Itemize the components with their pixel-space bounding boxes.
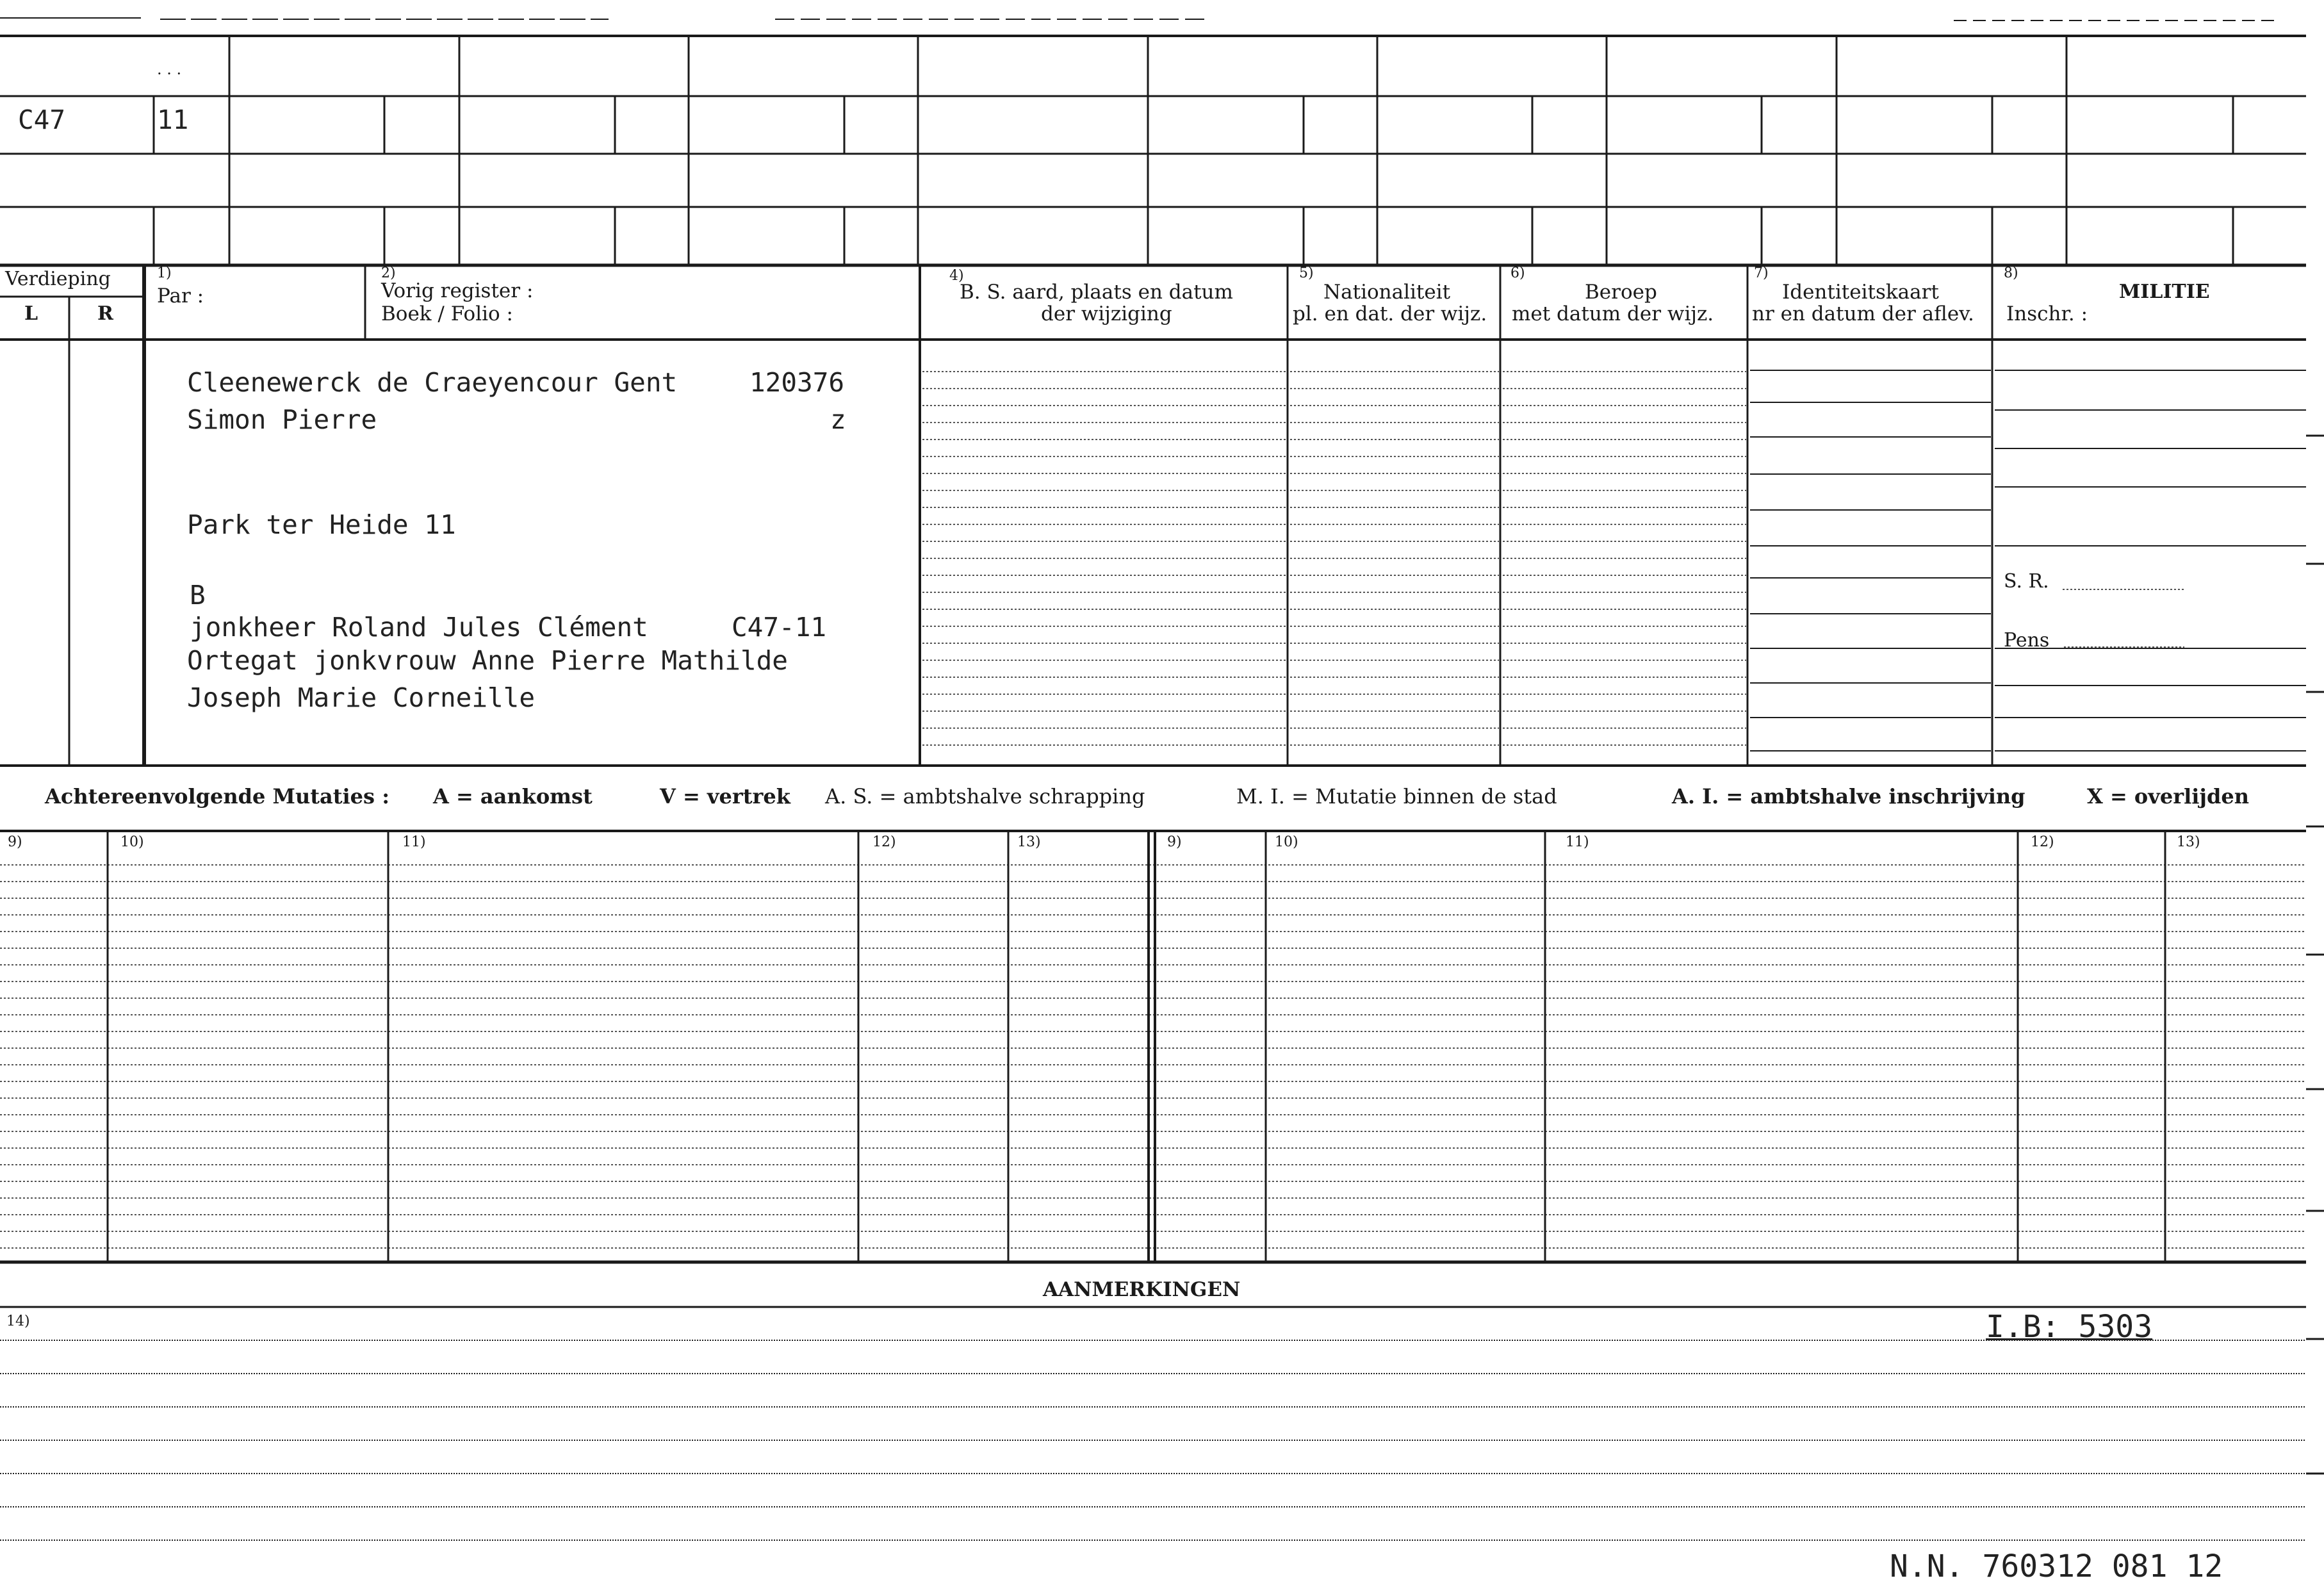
record-mother: Ortegat jonkvrouw Anne Pierre Mathilde	[187, 645, 788, 676]
record-mark-z: z	[830, 404, 846, 435]
mutation-header: 9)	[1167, 834, 1182, 850]
record-mark-b: B	[190, 580, 206, 611]
col5-number: 5)	[1299, 265, 1314, 281]
inschr-label: Inschr. :	[2006, 302, 2088, 325]
remarks-title: AANMERKINGEN	[1043, 1278, 1241, 1301]
record-given-names: Simon Pierre	[187, 404, 377, 435]
mutation-header: 12)	[2031, 834, 2054, 850]
number-cell: 11	[157, 104, 189, 135]
mutation-header: 10)	[120, 834, 144, 850]
mutation-header: 13)	[2177, 834, 2200, 850]
col4-label-line2: der wijziging	[1041, 302, 1172, 325]
col5-label-line2: pl. en dat. der wijz.	[1293, 302, 1487, 325]
record-mother-names: Joseph Marie Corneille	[187, 682, 536, 713]
col1-number: 1)	[157, 265, 172, 281]
pens-label: Pens	[2004, 629, 2050, 652]
col6-label-line2: met datum der wijz.	[1512, 302, 1714, 325]
col2-number: 2)	[381, 265, 396, 281]
legend-aankomst: A = aankomst	[433, 784, 593, 809]
left-label: L	[24, 302, 38, 325]
legend-title: Achtereenvolgende Mutaties :	[45, 784, 389, 809]
remarks-number: 14)	[6, 1313, 30, 1329]
mutation-header: 11)	[402, 834, 426, 850]
ib-stamp: I.B: 5303	[1986, 1309, 2153, 1345]
col7-label-line2: nr en datum der aflev.	[1752, 302, 1974, 325]
col7-label-line1: Identiteitskaart	[1782, 281, 1939, 304]
right-label: R	[97, 302, 113, 325]
record-name-line: Cleenewerck de Craeyencour Gent	[187, 367, 678, 398]
record-reference: C47-11	[732, 612, 827, 643]
record-father: jonkheer Roland Jules Clément	[190, 612, 648, 643]
nn-stamp: N.N. 760312 081 12	[1890, 1548, 2223, 1584]
col2-label-folio: Boek / Folio :	[381, 302, 513, 325]
legend-mutatie: M. I. = Mutatie binnen de stad	[1236, 784, 1557, 809]
legend-schrapping: A. S. = ambtshalve schrapping	[825, 784, 1145, 809]
col1-label: Par :	[157, 284, 204, 308]
col8-number: 8)	[2004, 265, 2018, 281]
record-address: Park ter Heide 11	[187, 509, 456, 540]
legend-vertrek: V = vertrek	[660, 784, 790, 809]
col7-number: 7)	[1754, 265, 1769, 281]
mutation-header: 10)	[1275, 834, 1298, 850]
code-cell: C47	[18, 104, 66, 135]
sr-label: S. R.	[2004, 570, 2049, 593]
mutation-header: 9)	[8, 834, 22, 850]
militie-label: MILITIE	[2119, 281, 2210, 303]
col4-label-line1: B. S. aard, plaats en datum	[960, 281, 1233, 304]
mutation-header: 11)	[1566, 834, 1589, 850]
col5-label-line1: Nationaliteit	[1323, 281, 1451, 304]
col2-label-register: Vorig register :	[381, 279, 534, 302]
mutation-header: 13)	[1017, 834, 1041, 850]
verdieping-label: Verdieping	[5, 268, 111, 290]
legend-inschrijving: A. I. = ambtshalve inschrijving	[1672, 784, 2025, 809]
legend-overlijden: X = overlijden	[2087, 784, 2249, 809]
col6-number: 6)	[1510, 265, 1525, 281]
record-number: 120376	[749, 367, 845, 398]
col4-number: 4)	[949, 268, 964, 284]
col6-label-line1: Beroep	[1585, 281, 1657, 304]
mutation-header: 12)	[872, 834, 896, 850]
dots-mark: . . .	[157, 60, 182, 78]
